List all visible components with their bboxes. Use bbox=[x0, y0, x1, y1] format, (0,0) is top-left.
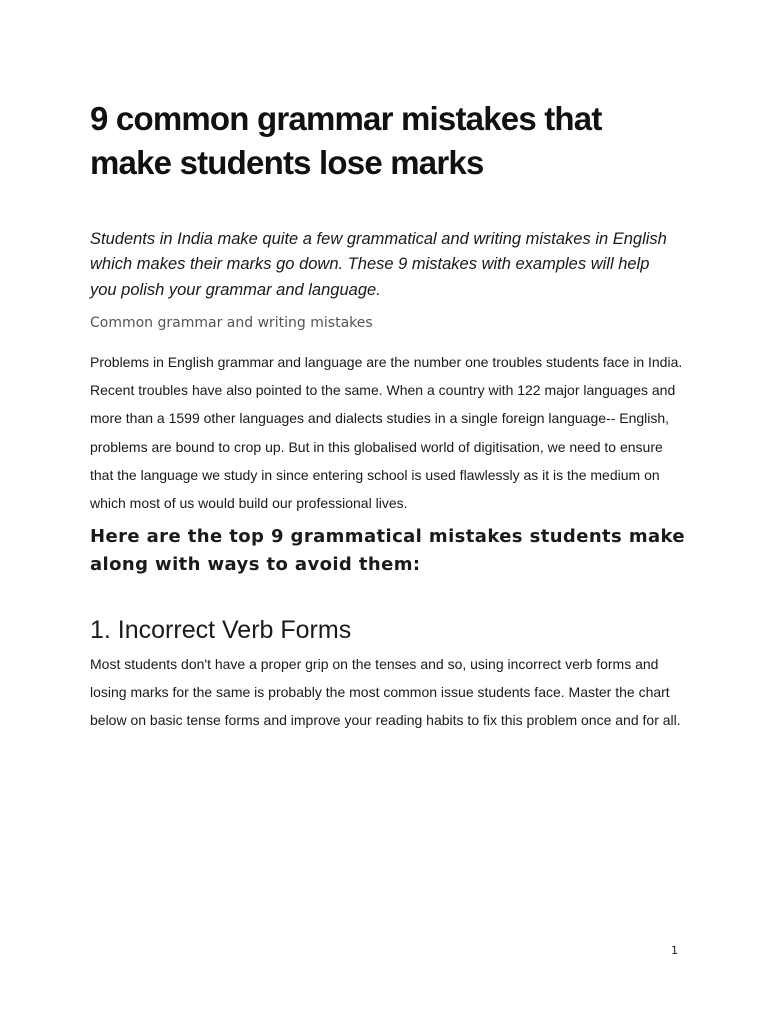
section-heading: 1. Incorrect Verb Forms bbox=[90, 616, 352, 644]
section-body: Most students don't have a proper grip on the tenses and so, using incorrect verb forms and losing marks for the same is probably the most common issue students face. Master the chart below on basic tense forms and improve your reading habits to fix this problem once and for all. bbox=[90, 656, 681, 729]
document-page bbox=[90, 0, 690, 1024]
article-summary: Students in India make quite a few grammatical and writing mistakes in English which makes their marks go down. These 9 mistakes with examples will help you polish your grammar and language. bbox=[90, 230, 667, 299]
page-number: 1 bbox=[671, 944, 678, 957]
list-subheading: Here are the top 9 grammatical mistakes students make along with ways to avoid them: bbox=[90, 526, 686, 575]
intro-paragraph: Problems in English grammar and language are the number one troubles students face in India. Recent troubles have also pointed to the same. When a country with 122 major languages and more than a 1599 other languages and dialects studies in a single foreign language-- English, problems are bound to crop up. But in this globalised world of digitisation, we need to ensure that the language we study in since entering school is used flawlessly as it is the medium on which most of us would build our professional lives. bbox=[90, 354, 683, 512]
image-caption: Common grammar and writing mistakes bbox=[90, 315, 373, 331]
article-title: 9 common grammar mistakes that make students lose marks bbox=[90, 100, 602, 181]
